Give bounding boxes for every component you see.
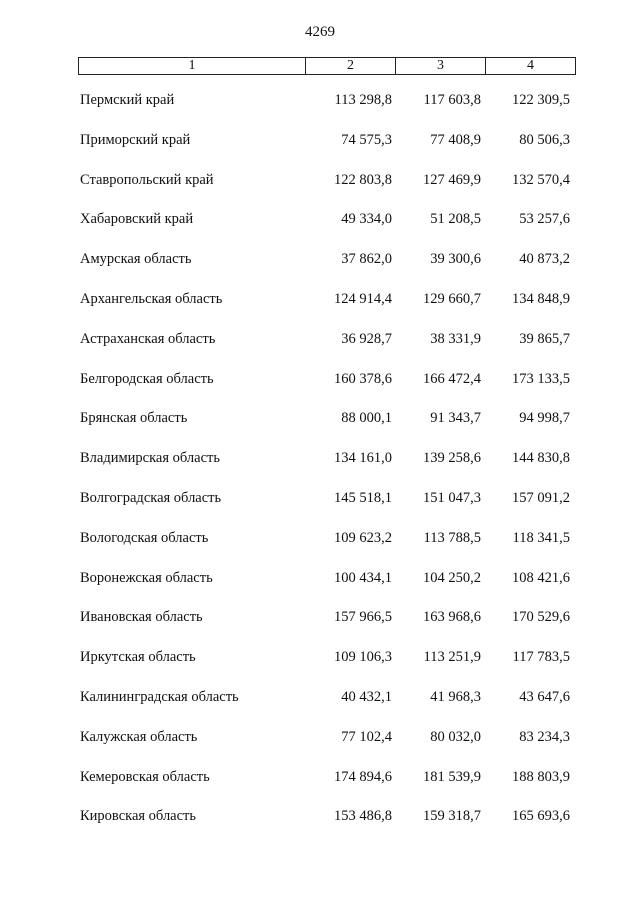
value-col-2: 157 966,5 [334, 609, 392, 626]
value-col-4: 165 693,6 [512, 808, 570, 825]
region-name: Брянская область [80, 410, 188, 427]
region-name: Воронежская область [80, 569, 213, 586]
value-col-3: 41 968,3 [430, 688, 481, 705]
region-name: Ставропольский край [80, 171, 214, 188]
region-name: Кемеровская область [80, 768, 210, 785]
region-name: Белгородская область [80, 370, 214, 387]
table-row [0, 679, 640, 719]
column-header-2: 2 [306, 58, 396, 75]
value-col-4: 118 341,5 [512, 529, 570, 546]
value-col-2: 134 161,0 [334, 450, 392, 467]
table-row [0, 82, 640, 122]
value-col-4: 83 234,3 [519, 728, 570, 745]
region-name: Волгоградская область [80, 489, 222, 506]
value-col-4: 94 998,7 [519, 410, 570, 427]
value-col-3: 91 343,7 [430, 410, 481, 427]
column-header-3: 3 [396, 58, 486, 75]
value-col-2: 174 894,6 [334, 768, 392, 785]
region-name: Калужская область [80, 728, 198, 745]
value-col-4: 144 830,8 [512, 450, 570, 467]
value-col-2: 145 518,1 [334, 489, 392, 506]
value-col-4: 53 257,6 [519, 211, 570, 228]
table-row [0, 798, 640, 838]
value-col-4: 40 873,2 [519, 251, 570, 268]
value-col-2: 88 000,1 [341, 410, 392, 427]
table-row [0, 241, 640, 281]
region-name: Кировская область [80, 808, 197, 825]
value-col-3: 117 603,8 [423, 92, 481, 108]
table-body [0, 82, 640, 838]
region-name: Астраханская область [80, 330, 216, 347]
value-col-3: 166 472,4 [423, 370, 481, 387]
region-name: Пермский край [80, 92, 175, 108]
value-col-2: 160 378,6 [334, 370, 392, 387]
value-col-3: 77 408,9 [430, 131, 481, 148]
value-col-2: 37 862,0 [341, 251, 392, 268]
value-col-3: 181 539,9 [423, 768, 481, 785]
table-row [0, 162, 640, 202]
value-col-3: 129 660,7 [423, 290, 481, 307]
value-col-4: 188 803,9 [512, 768, 570, 785]
value-col-4: 170 529,6 [512, 609, 570, 626]
table-row [0, 759, 640, 799]
region-name: Архангельская область [80, 290, 223, 307]
value-col-3: 151 047,3 [423, 489, 481, 506]
value-col-4: 39 865,7 [519, 330, 570, 347]
table-row [0, 281, 640, 321]
table-row [0, 599, 640, 639]
value-col-4: 157 091,2 [512, 489, 570, 506]
value-col-4: 117 783,5 [512, 649, 570, 666]
value-col-4: 43 647,6 [519, 688, 570, 705]
value-col-4: 134 848,9 [512, 290, 570, 307]
value-col-2: 36 928,7 [341, 330, 392, 347]
value-col-2: 109 106,3 [334, 649, 392, 666]
page-number: 4269 [305, 24, 335, 40]
value-col-4: 122 309,5 [512, 92, 570, 108]
table-row [0, 201, 640, 241]
table-row [0, 719, 640, 759]
table-row [0, 560, 640, 600]
region-name: Калининградская область [80, 688, 239, 705]
value-col-4: 132 570,4 [512, 171, 570, 188]
table-row [0, 321, 640, 361]
value-col-2: 124 914,4 [334, 290, 392, 307]
value-col-3: 127 469,9 [423, 171, 481, 188]
region-name: Вологодская область [80, 529, 209, 546]
value-col-3: 163 968,6 [423, 609, 481, 626]
value-col-4: 80 506,3 [519, 131, 570, 148]
value-col-3: 80 032,0 [430, 728, 481, 745]
value-col-3: 51 208,5 [430, 211, 481, 228]
table-row [0, 639, 640, 679]
region-name: Приморский край [80, 131, 191, 148]
table-row [0, 361, 640, 401]
column-header-table [78, 57, 576, 75]
region-name: Владимирская область [80, 450, 220, 467]
region-name: Хабаровский край [80, 211, 194, 228]
table-row [0, 440, 640, 480]
region-name: Ивановская область [80, 609, 203, 626]
value-col-2: 100 434,1 [334, 569, 392, 586]
region-name: Амурская область [80, 251, 192, 268]
table-row [0, 400, 640, 440]
value-col-2: 49 334,0 [341, 211, 392, 228]
value-col-2: 122 803,8 [334, 171, 392, 188]
value-col-3: 139 258,6 [423, 450, 481, 467]
value-col-2: 113 298,8 [334, 92, 392, 108]
value-col-3: 113 251,9 [423, 649, 481, 666]
column-header-row [79, 58, 576, 75]
value-col-2: 153 486,8 [334, 808, 392, 825]
value-col-3: 113 788,5 [423, 529, 481, 546]
value-col-3: 104 250,2 [423, 569, 481, 586]
value-col-2: 74 575,3 [341, 131, 392, 148]
table-row [0, 122, 640, 162]
value-col-2: 109 623,2 [334, 529, 392, 546]
value-col-2: 40 432,1 [341, 688, 392, 705]
value-col-2: 77 102,4 [341, 728, 392, 745]
region-name: Иркутская область [80, 649, 196, 666]
value-col-4: 173 133,5 [512, 370, 570, 387]
column-header-4: 4 [486, 58, 576, 75]
value-col-3: 38 331,9 [430, 330, 481, 347]
value-col-3: 159 318,7 [423, 808, 481, 825]
value-col-3: 39 300,6 [430, 251, 481, 268]
column-header-1: 1 [79, 58, 306, 75]
table-row [0, 520, 640, 560]
value-col-4: 108 421,6 [512, 569, 570, 586]
table-row [0, 480, 640, 520]
